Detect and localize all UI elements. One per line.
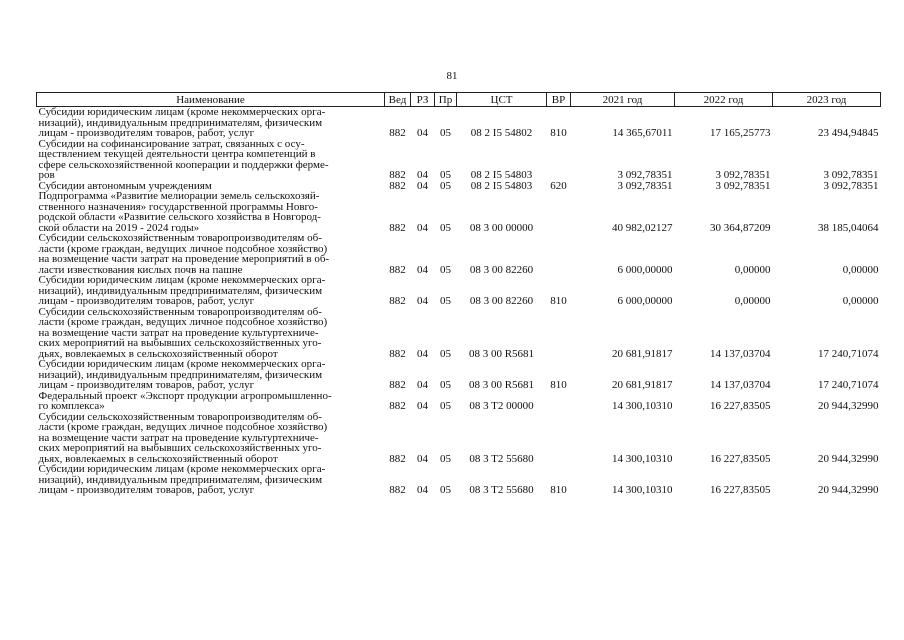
header-2022: 2022 год [675, 93, 773, 107]
cell-2023: 0,00000 [842, 263, 879, 276]
cell-name [37, 107, 385, 139]
row-name-text: Субсидии юридическим лицам (кроме некоммерческих орга- низаций), индивидуальным предпринимателям, физическим лицам - производителям товаров, работ, услуг [38, 463, 326, 496]
cell-pr: 05 [440, 379, 451, 391]
cell-pr: 05 [440, 169, 451, 181]
row-name-text: Федеральный проект «Экспорт продукции агропромышленно- го комплекса» [38, 389, 332, 412]
table-body [37, 107, 881, 496]
cell-2023: 3 092,78351 [823, 179, 879, 192]
cell-rz: 04 [417, 452, 428, 465]
cell-rz: 04 [417, 347, 428, 360]
cell-2022: 14 137,03704 [710, 347, 771, 360]
cell-pr: 05 [440, 295, 451, 307]
cell-vr: 810 [550, 379, 567, 391]
table-row [37, 412, 881, 465]
cell-pr: 05 [440, 127, 451, 139]
table-row [37, 191, 881, 233]
header-row [37, 93, 881, 107]
page-number: 81 [446, 70, 458, 82]
cell-vr [547, 233, 571, 275]
cell-rz: 04 [417, 295, 428, 307]
cell-2023: 20 944,32990 [818, 484, 879, 496]
cell-vr [547, 391, 571, 412]
cell-name [37, 464, 385, 496]
cell-name [37, 391, 385, 412]
cell-ved: 882 [389, 484, 406, 496]
cell-2021: 6 000,00000 [617, 295, 673, 307]
cell-cst: 08 3 00 R5681 [468, 347, 535, 360]
cell-2021: 20 681,91817 [612, 347, 673, 360]
table-row [37, 391, 881, 412]
cell-vr: 620 [550, 179, 567, 192]
cell-cst: 08 2 I5 54803 [470, 179, 533, 192]
cell-cst: 08 3 00 00000 [469, 221, 534, 234]
cell-ved: 882 [389, 169, 406, 181]
cell-name [37, 359, 385, 391]
row-name-text: Субсидии сельскохозяйственным товаропроизводителям об- ласти (кроме граждан, ведущих личное подсобное хозяйство) на возмещение части затрат на проведение мероприятий в об- ласти известкования кислых почв на пашне [38, 232, 330, 276]
cell-ved: 882 [389, 295, 406, 307]
cell-rz: 04 [417, 379, 428, 391]
cell-rz: 04 [417, 400, 428, 412]
cell-cst: 08 3 T2 00000 [469, 400, 534, 412]
table-row [37, 275, 881, 307]
cell-cst: 08 2 I5 54803 [470, 169, 533, 181]
cell-rz: 04 [417, 263, 428, 276]
budget-table [36, 92, 881, 496]
cell-pr: 05 [440, 484, 451, 496]
cell-vr [547, 139, 571, 181]
cell-2022: 14 137,03704 [710, 379, 771, 391]
cell-2022: 17 165,25773 [710, 127, 771, 139]
cell-pr: 05 [440, 347, 451, 360]
cell-rz: 04 [417, 221, 428, 234]
cell-vr: 810 [550, 484, 567, 496]
cell-name [37, 139, 385, 181]
row-name-text: Подпрограмма «Развитие мелиорации земель сельскохозяй- ственного назначения» государственной программы Новго- родской области «Развитие сельского хозяйства в Новгород- ской области на 2019 - 2024 годы» [38, 190, 321, 234]
header-ved: Вед [385, 93, 411, 107]
cell-pr: 05 [440, 179, 451, 192]
cell-pr: 05 [440, 452, 451, 465]
cell-ved: 882 [389, 452, 406, 465]
table-row [37, 233, 881, 275]
cell-ved: 882 [389, 400, 406, 412]
cell-2021: 40 982,02127 [612, 221, 673, 234]
table-row [37, 139, 881, 181]
cell-ved: 882 [389, 379, 406, 391]
row-name-text: Субсидии юридическим лицам (кроме некоммерческих орга- низаций), индивидуальным предпринимателям, физическим лицам - производителям товаров, работ, услуг [38, 274, 326, 307]
row-name-text: Субсидии сельскохозяйственным товаропроизводителям об- ласти (кроме граждан, ведущих личное подсобное хозяйство) на возмещение части затрат на проведение культуртехниче- ских мероприятий на выбывших сельскохозяйственных уго- дьях, вовлекаемых в сельскохозяйственный оборот [38, 305, 328, 360]
cell-ved: 882 [389, 347, 406, 360]
cell-2023: 23 494,94845 [818, 127, 879, 139]
cell-2022: 0,00000 [734, 263, 771, 276]
table-row [37, 107, 881, 139]
cell-ved: 882 [389, 127, 406, 139]
row-name-text: Субсидии юридическим лицам (кроме некоммерческих орга- низаций), индивидуальным предпринимателям, физическим лицам - производителям товаров, работ, услуг [38, 106, 326, 139]
cell-ved: 882 [389, 221, 406, 234]
cell-cst: 08 3 00 82260 [469, 263, 534, 276]
header-cst: ЦСТ [457, 93, 547, 107]
cell-name [37, 307, 385, 360]
table-row [37, 359, 881, 391]
cell-rz: 04 [417, 127, 428, 139]
cell-cst: 08 3 00 82260 [469, 295, 534, 307]
cell-cst: 08 3 00 R5681 [468, 379, 535, 391]
cell-cst: 08 3 T2 55680 [469, 452, 534, 465]
cell-2022: 0,00000 [734, 295, 771, 307]
cell-2023: 0,00000 [842, 295, 879, 307]
cell-cst: 08 2 I5 54802 [470, 127, 533, 139]
cell-2022: 16 227,83505 [710, 484, 771, 496]
cell-vr: 810 [550, 295, 567, 307]
cell-2023: 3 092,78351 [823, 169, 879, 181]
header-vr: ВР [547, 93, 571, 107]
cell-2021: 14 365,67011 [612, 127, 673, 139]
cell-rz: 04 [417, 169, 428, 181]
cell-2021: 14 300,10310 [612, 452, 673, 465]
header-2023: 2023 год [773, 93, 881, 107]
table-row [37, 464, 881, 496]
cell-vr [547, 412, 571, 465]
cell-2021: 20 681,91817 [612, 379, 673, 391]
header-pr: Пр [435, 93, 457, 107]
header-2021: 2021 год [571, 93, 675, 107]
cell-name [37, 275, 385, 307]
cell-pr: 05 [440, 263, 451, 276]
cell-vr [547, 191, 571, 233]
cell-name [37, 191, 385, 233]
cell-rz: 04 [417, 179, 428, 192]
cell-pr: 05 [440, 400, 451, 412]
table-row [37, 307, 881, 360]
cell-vr [547, 307, 571, 360]
header-name: Наименование [37, 93, 385, 107]
cell-vr: 810 [550, 127, 567, 139]
cell-2021: 14 300,10310 [612, 400, 673, 412]
cell-2023: 17 240,71074 [818, 379, 879, 391]
row-name-text: Субсидии на софинансирование затрат, связанных с осу- ществлением текущей деятельности центра компетенций в сфере сельскохозяйственной кооперации и поддержки ферме- ров [38, 137, 329, 181]
cell-rz: 04 [417, 484, 428, 496]
cell-2023: 20 944,32990 [818, 400, 879, 412]
cell-2023: 17 240,71074 [818, 347, 879, 360]
cell-2022: 30 364,87209 [710, 221, 771, 234]
cell-name [37, 233, 385, 275]
cell-pr: 05 [440, 221, 451, 234]
header-rz: РЗ [411, 93, 435, 107]
row-name-text: Субсидии сельскохозяйственным товаропроизводителям об- ласти (кроме граждан, ведущих личное подсобное хозяйство) на возмещение части затрат на проведение культуртехниче- ских мероприятий на выбывших сельскохозяйственных уго- дьях, вовлекаемых в сельскохозяйственный оборот [38, 410, 328, 465]
row-name-text: Субсидии юридическим лицам (кроме некоммерческих орга- низаций), индивидуальным предпринимателям, физическим лицам - производителям товаров, работ, услуг [38, 358, 326, 391]
cell-2021: 3 092,78351 [617, 179, 673, 192]
cell-ved: 882 [389, 179, 406, 192]
cell-2022: 3 092,78351 [715, 179, 771, 192]
cell-2022: 16 227,83505 [710, 400, 771, 412]
cell-2021: 6 000,00000 [617, 263, 673, 276]
cell-name [37, 412, 385, 465]
cell-cst: 08 3 T2 55680 [469, 484, 534, 496]
cell-2021: 14 300,10310 [612, 484, 673, 496]
cell-2023: 38 185,04064 [818, 221, 879, 234]
cell-2021: 3 092,78351 [617, 169, 673, 181]
row-name-text: Субсидии автономным учреждениям [38, 179, 212, 192]
cell-2022: 16 227,83505 [710, 452, 771, 465]
cell-2022: 3 092,78351 [715, 169, 771, 181]
cell-ved: 882 [389, 263, 406, 276]
cell-2023: 20 944,32990 [818, 452, 879, 465]
